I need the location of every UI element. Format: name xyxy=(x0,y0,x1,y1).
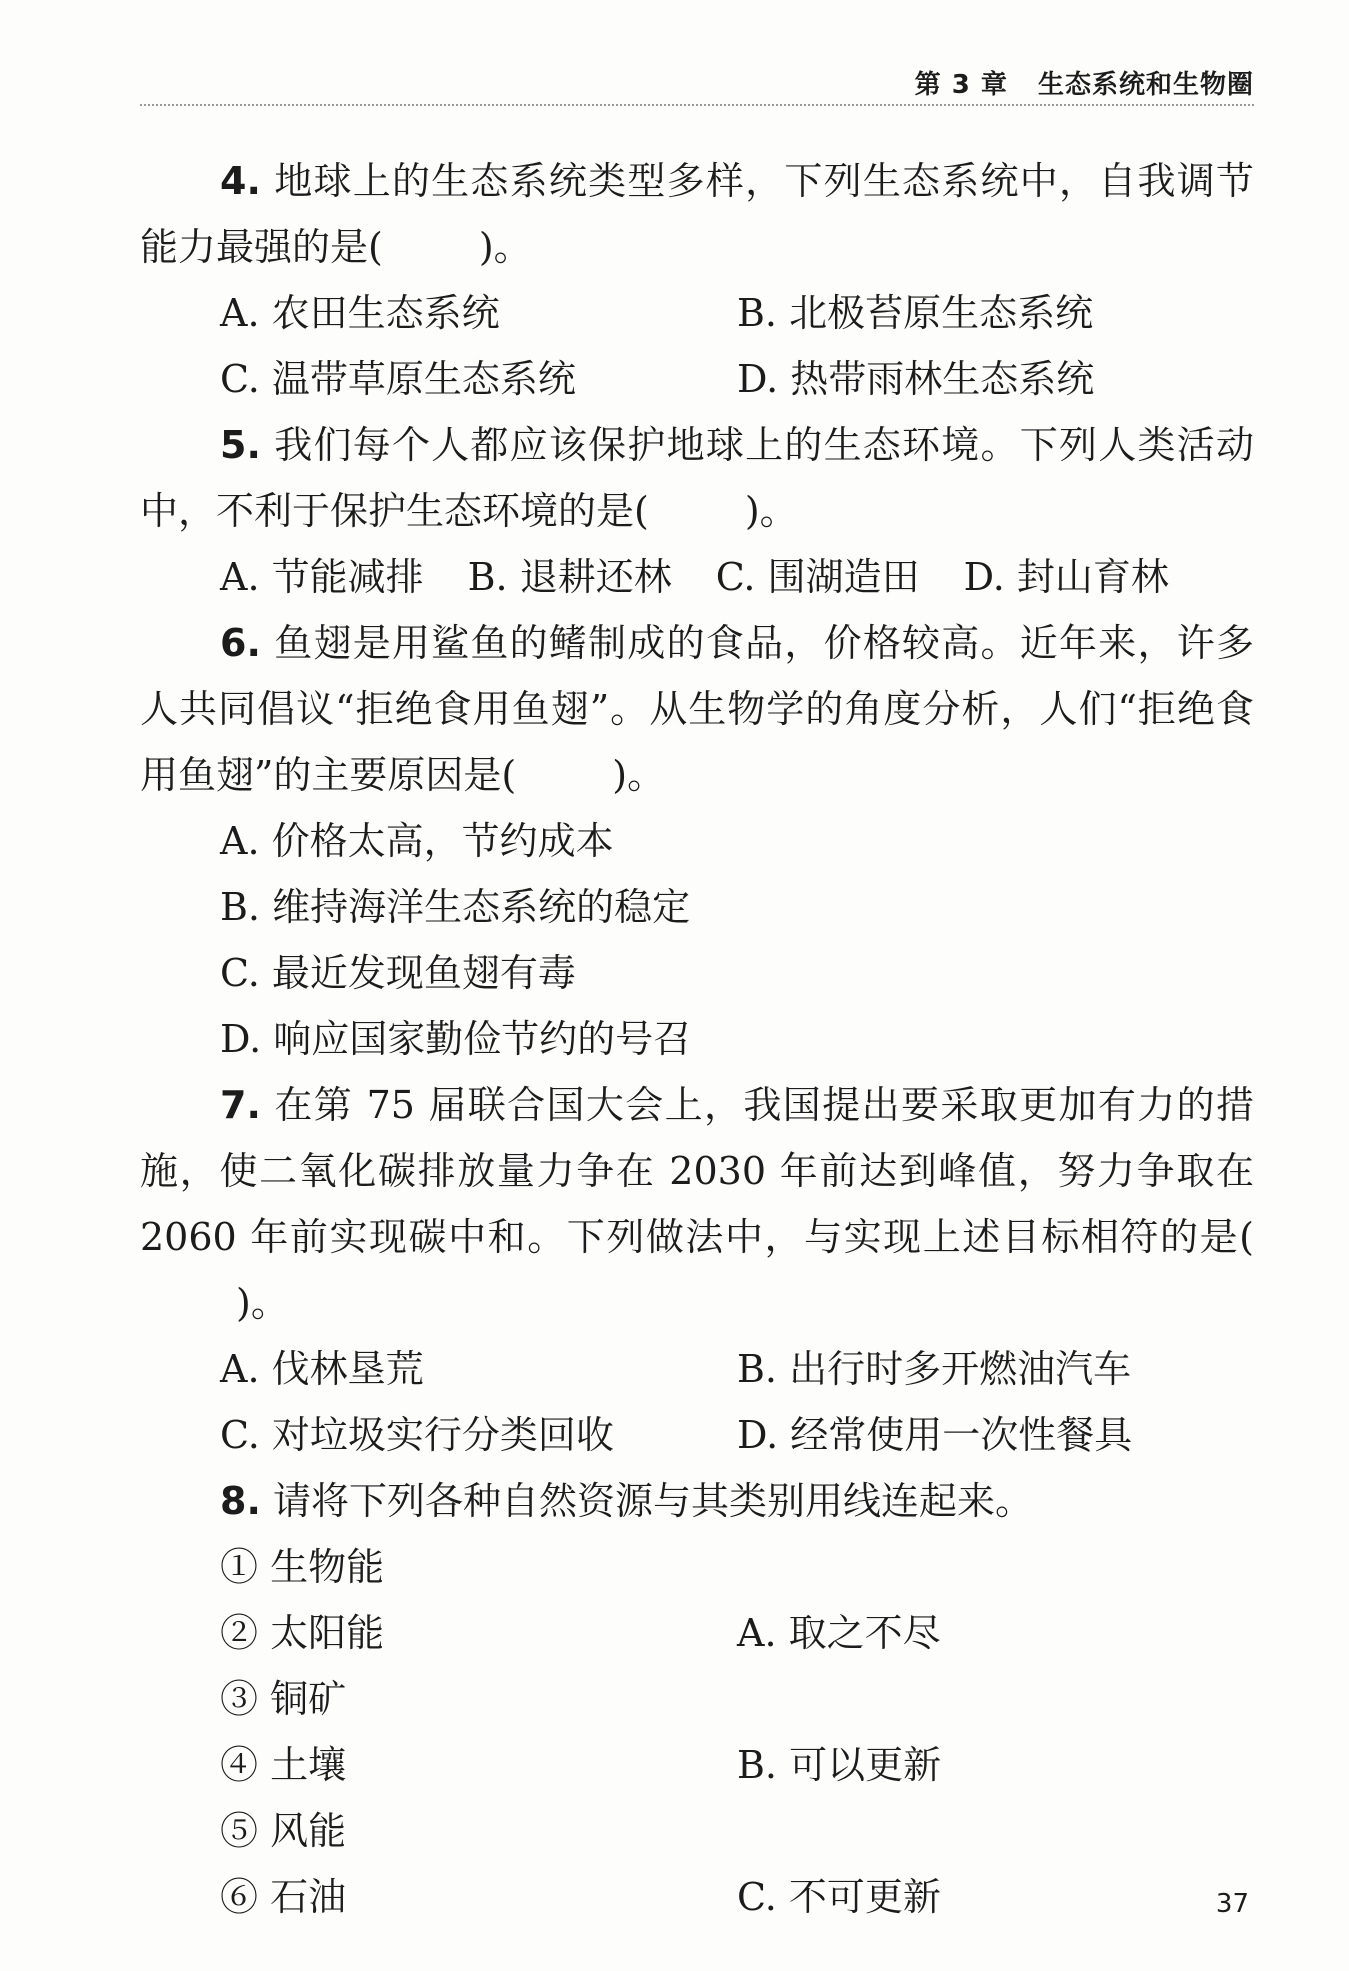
option-a: A. 农田生态系统 xyxy=(220,291,500,335)
resource-item: ④ 土壤 xyxy=(220,1743,347,1787)
question-number: 5. xyxy=(220,423,261,467)
matching-row xyxy=(140,1864,1254,1930)
resource-item: ⑥ 石油 xyxy=(220,1875,347,1919)
options-row xyxy=(140,544,1254,610)
option-a: A. 价格太高，节约成本 xyxy=(220,819,614,863)
option-d: D. 响应国家勤俭节约的号召 xyxy=(220,1017,692,1061)
question-number: 7. xyxy=(220,1083,261,1127)
resource-item: ① 生物能 xyxy=(220,1545,385,1589)
matching-row xyxy=(140,1798,1254,1864)
question-stem-end: )。 xyxy=(612,753,666,797)
option-b: B. 北极苔原生态系统 xyxy=(737,291,1094,335)
question-7 xyxy=(140,1072,1254,1336)
resource-item: ③ 铜矿 xyxy=(220,1677,347,1721)
question-8 xyxy=(140,1468,1254,1534)
options-row xyxy=(140,280,1254,346)
matching-row xyxy=(140,1666,1254,1732)
question-list xyxy=(140,148,1254,1930)
question-stem: 鱼翅是用鲨鱼的鳍制成的食品，价格较高。近年来，许多人共同倡议“拒绝食用鱼翅”。从生物学的角度分析，人们“拒绝食用鱼翅”的主要原因是( xyxy=(140,621,1254,797)
question-stem-end: )。 xyxy=(744,489,798,533)
page-number: 37 xyxy=(1215,1889,1249,1919)
question-stem: 地球上的生态系统类型多样，下列生态系统中，自我调节能力最强的是( xyxy=(140,159,1254,269)
matching-row xyxy=(140,1732,1254,1798)
option-d: D. 封山育林 xyxy=(963,555,1169,599)
option-a: A. 伐林垦荒 xyxy=(220,1347,424,1391)
resource-item: ② 太阳能 xyxy=(220,1611,385,1655)
running-header xyxy=(140,64,1254,106)
question-6 xyxy=(140,610,1254,808)
category-item: C. 不可更新 xyxy=(737,1875,941,1919)
option-c: C. 对垃圾实行分类回收 xyxy=(220,1413,614,1457)
option-c: C. 温带草原生态系统 xyxy=(220,357,576,401)
option-b: B. 退耕还林 xyxy=(467,555,672,599)
matching-row xyxy=(140,1534,1254,1600)
option-d: D. 经常使用一次性餐具 xyxy=(737,1413,1133,1457)
option-b: B. 出行时多开燃油汽车 xyxy=(737,1347,1132,1391)
options-row xyxy=(140,1336,1254,1402)
option-c: C. 围湖造田 xyxy=(715,555,920,599)
category-item: A. 取之不尽 xyxy=(737,1611,941,1655)
resource-item: ⑤ 风能 xyxy=(220,1809,347,1853)
question-stem-end: )。 xyxy=(236,1281,289,1325)
option-c: C. 最近发现鱼翅有毒 xyxy=(220,951,576,995)
option-d: D. 热带雨林生态系统 xyxy=(737,357,1095,401)
question-stem-end: )。 xyxy=(478,225,532,269)
question-5 xyxy=(140,412,1254,544)
question-number: 6. xyxy=(220,621,261,665)
option-b: B. 维持海洋生态系统的稳定 xyxy=(220,885,691,929)
question-number: 4. xyxy=(220,159,261,203)
question-stem: 在第 75 届联合国大会上，我国提出要采取更加有力的措施，使二氧化碳排放量力争在 2030 年前达到峰值，努力争取在 2060 年前实现碳中和。下列做法中，与实现上述目标相符的是( xyxy=(140,1083,1254,1259)
options-row xyxy=(140,346,1254,412)
question-stem: 请将下列各种自然资源与其类别用线连起来。 xyxy=(272,1479,1033,1523)
question-stem: 我们每个人都应该保护地球上的生态环境。下列人类活动中，不利于保护生态环境的是( xyxy=(140,423,1254,533)
question-4 xyxy=(140,148,1254,280)
option-a: A. 节能减排 xyxy=(220,555,424,599)
category-item: B. 可以更新 xyxy=(737,1743,942,1787)
chapter-title: 第 3 章 生态系统和生物圈 xyxy=(914,70,1254,100)
matching-row xyxy=(140,1600,1254,1666)
options-row xyxy=(140,1402,1254,1468)
question-number: 8. xyxy=(220,1479,261,1523)
